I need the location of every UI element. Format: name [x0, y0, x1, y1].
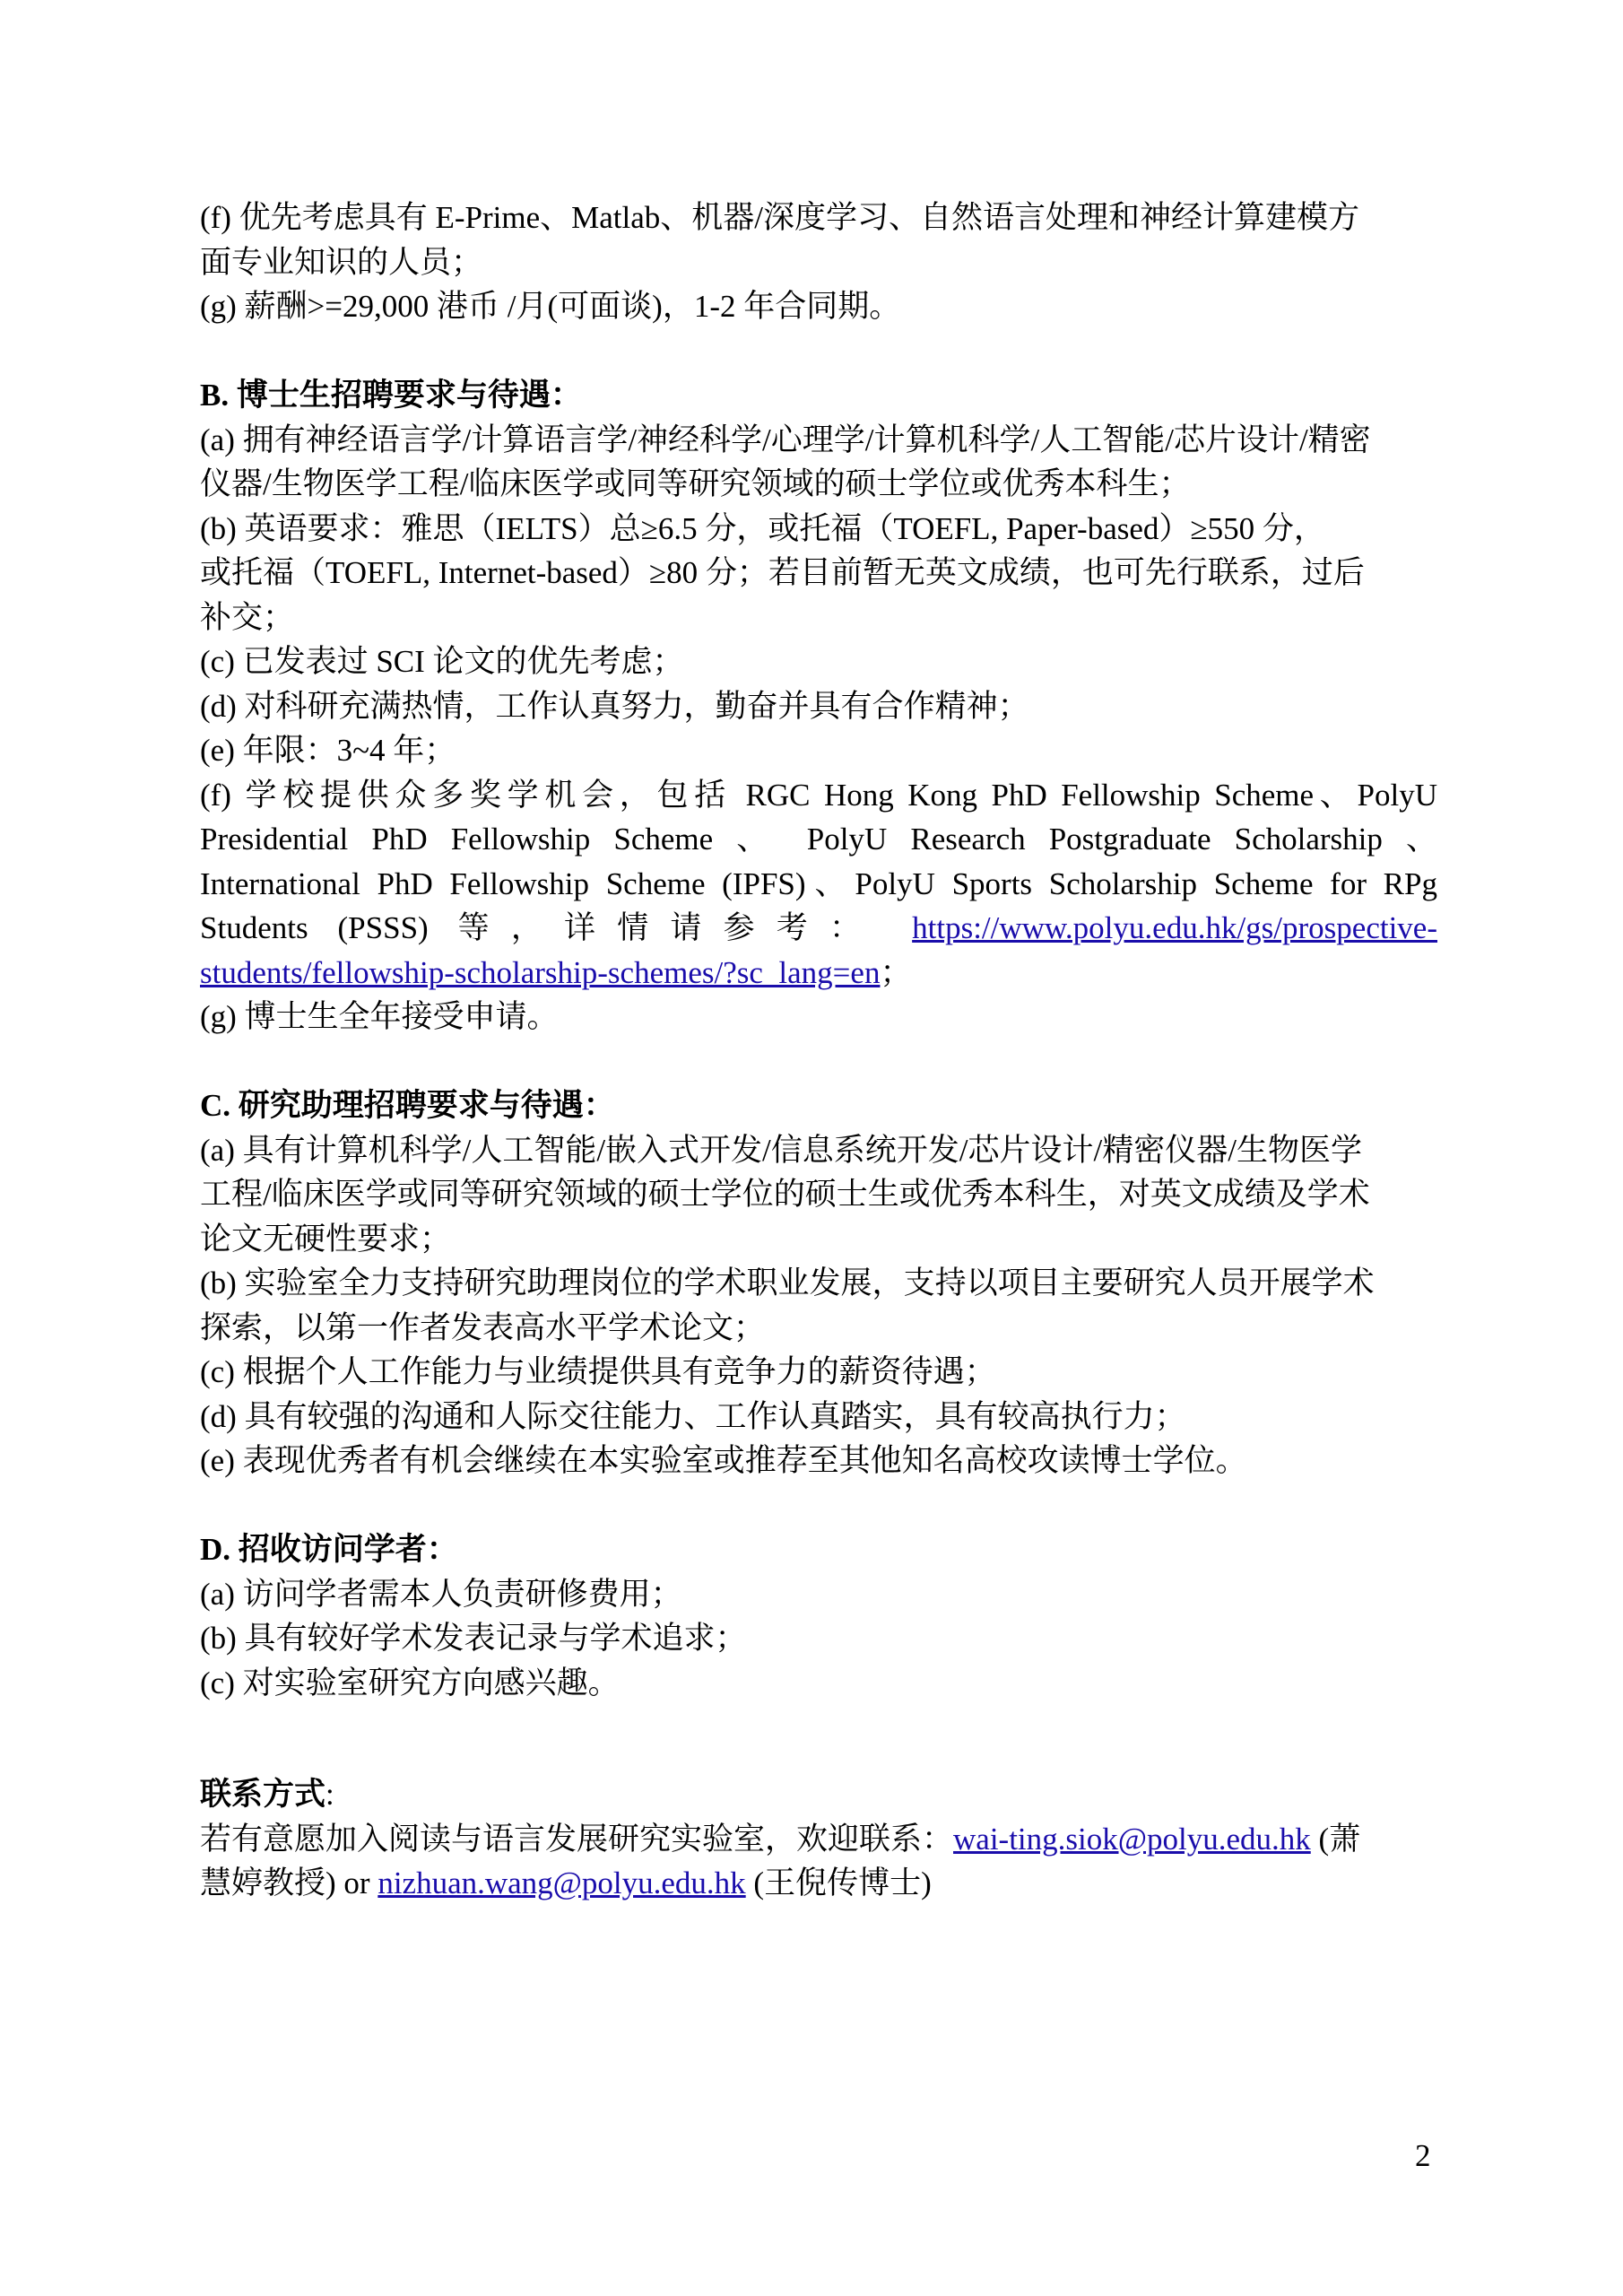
email-link-wang[interactable]: nizhuan.wang@polyu.edu.hk — [378, 1866, 746, 1900]
section-d-title: D. 招收访问学者： — [200, 1532, 458, 1567]
scholarship-link-part1[interactable]: https://www.polyu.edu.hk/gs/prospective- — [912, 910, 1437, 945]
section-b-item-a-line1: (a) 拥有神经语言学/计算语言学/神经科学/心理学/计算机科学/人工智能/芯片设计/精密 — [200, 422, 1371, 457]
section-c-item-a-line1: (a) 具有计算机科学/人工智能/嵌入式开发/信息系统开发/芯片设计/精密仪器/生物医学 — [200, 1132, 1362, 1168]
section-c-item-b-line1: (b) 实验室全力支持研究助理岗位的学术职业发展，支持以项目主要研究人员开展学术 — [200, 1265, 1375, 1300]
contact-title-line — [200, 1772, 1437, 1817]
section-c-title: C. 研究助理招聘要求与待遇： — [200, 1088, 615, 1123]
section-b-item-g: (g) 博士生全年接受申请。 — [200, 999, 559, 1034]
section-a-item-f-line1: (f) 优先考虑具有 E-Prime、Matlab、机器/深度学习、自然语言处理和神经计算建模方 — [200, 200, 1359, 235]
section-d-item-c: (c) 对实验室研究方向感兴趣。 — [200, 1665, 620, 1700]
section-b-item-f-line3: International PhD Fellowship Scheme (IPFS)、PolyU Sports Scholarship Scheme for RPg — [200, 865, 1437, 901]
document-body — [200, 196, 1437, 1906]
contact-line2-suffix: (王倪传博士) — [745, 1866, 932, 1900]
section-c-item-a-line3: 论文无硬性要求； — [200, 1221, 452, 1257]
contact-title-colon: : — [325, 1777, 334, 1812]
contact-line1 — [200, 1817, 1437, 1862]
section-c-item-d: (d) 具有较强的沟通和人际交往能力、工作认真踏实，具有较高执行力； — [200, 1398, 1186, 1434]
page-number: 2 — [1415, 2138, 1431, 2173]
contact-title: 联系方式 — [200, 1777, 326, 1812]
section-d-item-a: (a) 访问学者需本人负责研修费用； — [200, 1576, 682, 1612]
section-b-item-f-line2: Presidential PhD Fellowship Scheme 、 PolyU Research Postgraduate Scholarship 、 — [200, 822, 1437, 857]
section-b-item-b-line1: (b) 英语要求：雅思（IELTS）总≥6.5 分，或托福（TOEFL, Paper-based）≥550 分， — [200, 510, 1325, 546]
section-b-item-e: (e) 年限：3~4 年； — [200, 733, 456, 768]
section-b-item-f-line5 — [200, 951, 1437, 996]
section-b-item-d: (d) 对科研充满热情，工作认真努力，勤奋并具有合作精神； — [200, 688, 1029, 724]
section-b-title: B. 博士生招聘要求与待遇： — [200, 378, 582, 413]
section-a-item-g: (g) 薪酬>=29,000 港币 /月(可面谈)，1-2 年合同期。 — [200, 289, 901, 324]
section-b-item-f-line4 — [200, 906, 1437, 951]
section-b-item-b-line2: 或托福（TOEFL, Internet-based）≥80 分；若目前暂无英文成绩，也可先行联系，过后 — [200, 555, 1365, 590]
section-b-item-b-line3: 补交； — [200, 599, 295, 635]
section-d-item-b: (b) 具有较好学术发表记录与学术追求； — [200, 1621, 747, 1656]
section-b-item-c: (c) 已发表过 SCI 论文的优先考虑； — [200, 644, 684, 679]
contact-line2-prefix: 慧婷教授) or — [200, 1866, 378, 1900]
section-b-item-f-line4-prefix: Students (PSSS) 等，详情请参考： — [200, 910, 883, 945]
contact-line1-suffix: (萧 — [1310, 1821, 1361, 1857]
section-b-item-f-line1: (f) 学校提供众多奖学机会，包括 RGC Hong Kong PhD Fellowship Scheme、PolyU — [200, 777, 1437, 813]
contact-line1-prefix: 若有意愿加入阅读与语言发展研究实验室，欢迎联系： — [200, 1821, 954, 1857]
section-c-item-a-line2: 工程/临床医学或同等研究领域的硕士学位的硕士生或优秀本科生，对英文成绩及学术 — [200, 1177, 1370, 1212]
email-link-siok[interactable]: wai-ting.siok@polyu.edu.hk — [953, 1821, 1311, 1857]
scholarship-link-part2[interactable]: students/fellowship-scholarship-schemes/?sc_lang=en — [200, 954, 881, 990]
contact-line2 — [200, 1861, 1437, 1906]
section-a-item-f-line2: 面专业知识的人员； — [200, 244, 483, 280]
section-b-item-f-line5-suffix: ； — [880, 954, 912, 990]
section-c-item-e: (e) 表现优秀者有机会继续在本实验室或推荐至其他知名高校攻读博士学位。 — [200, 1443, 1247, 1478]
section-c-item-c: (c) 根据个人工作能力与业绩提供具有竞争力的薪资待遇； — [200, 1354, 996, 1389]
section-b-item-a-line2: 仪器/生物医学工程/临床医学或同等研究领域的硕士学位或优秀本科生； — [200, 466, 1191, 501]
section-c-item-b-line2: 探索，以第一作者发表高水平学术论文； — [200, 1309, 766, 1345]
